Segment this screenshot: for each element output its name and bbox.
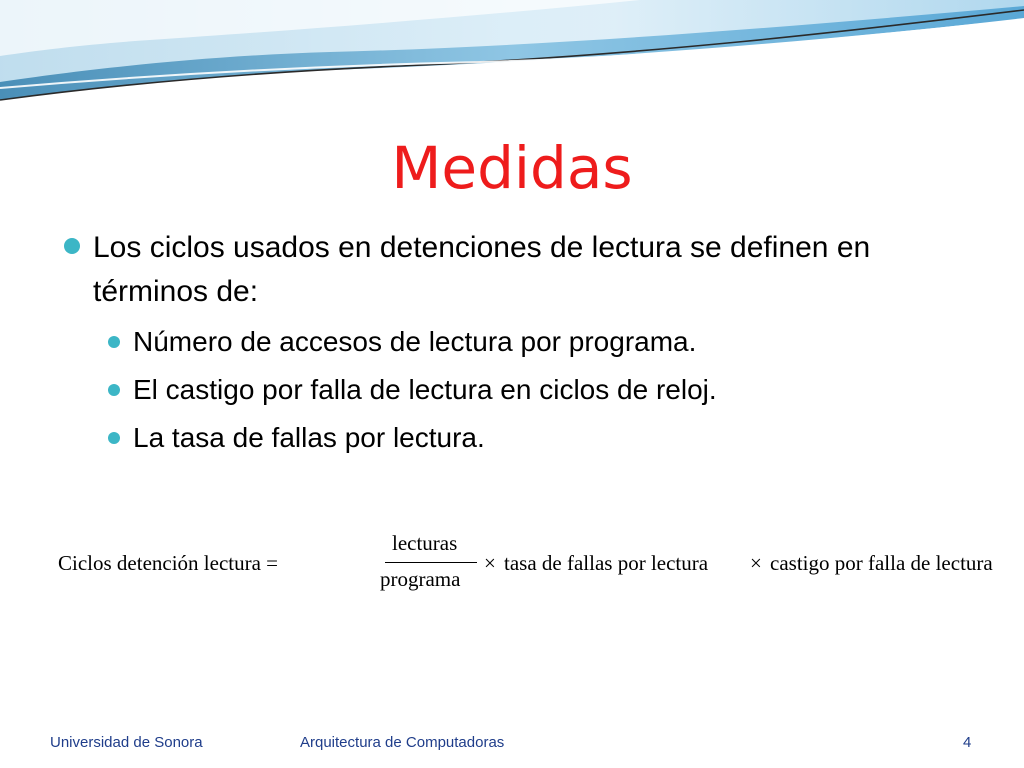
bullet-icon [108,432,120,444]
formula-term-1: tasa de fallas por lectura [504,551,709,575]
header-wave-decoration [0,0,1024,120]
formula [58,531,993,601]
slide-title: Medidas [391,134,633,202]
sub-bullet-3: La tasa de fallas por lectura. [133,422,485,453]
fraction-bar [385,562,477,563]
formula-times-1: × [484,551,496,575]
bullet-icon [64,238,80,254]
main-bullet-text: Los ciclos usados en detenciones de lectura se definen en términos de: [93,231,871,308]
footer-course: Arquitectura de Computadoras [300,734,505,751]
formula-lhs: Ciclos detención lectura = [58,551,279,575]
formula-term-2: castigo por falla de lectura [770,551,993,575]
formula-numerator: lecturas [392,531,458,555]
bullet-icon [108,336,120,348]
formula-times-2: × [750,551,762,575]
formula-denominator: programa [380,567,461,591]
footer-university: Universidad de Sonora [50,734,203,751]
sub-bullet-1: Número de accesos de lectura por programa. [133,326,697,357]
bullet-icon [108,384,120,396]
sub-bullet-2: El castigo por falla de lectura en ciclos de reloj. [133,374,717,405]
footer-page-number: 4 [963,734,972,751]
